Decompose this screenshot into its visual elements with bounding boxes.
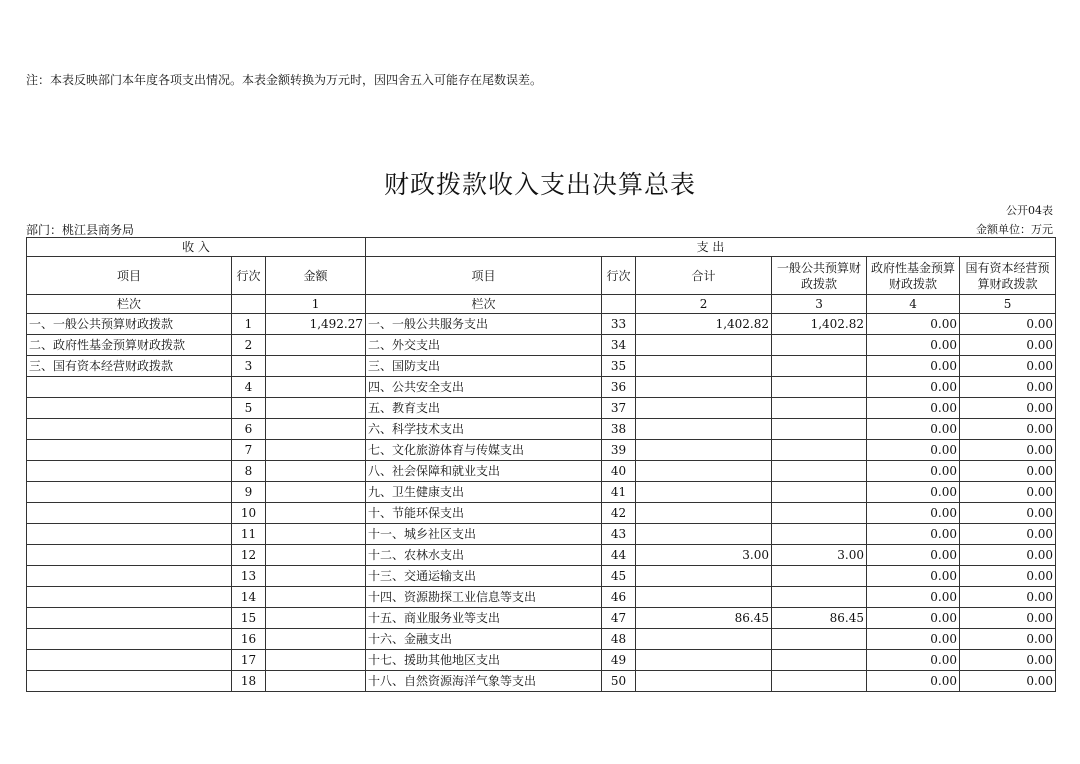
gov-fund-header: 政府性基金预算财政拨款 [867, 257, 960, 295]
general-budget-header: 一般公共预算财政拨款 [772, 257, 867, 295]
expense-item-cell: 二、外交支出 [366, 335, 602, 356]
table-row [27, 335, 1056, 356]
expense-column-no [602, 295, 636, 314]
expense-item-cell: 十五、商业服务业等支出 [366, 608, 602, 629]
table-row [27, 608, 1056, 629]
expense-section-header: 支 出 [366, 238, 1056, 257]
expense-item-cell: 八、社会保障和就业支出 [366, 461, 602, 482]
income-row-no-cell: 15 [232, 608, 266, 629]
general-budget-cell [772, 356, 867, 377]
gov-fund-cell: 0.00 [867, 524, 960, 545]
income-amount-cell [266, 524, 366, 545]
income-row-no-cell: 4 [232, 377, 266, 398]
table-row [27, 524, 1056, 545]
income-amount-cell [266, 419, 366, 440]
expense-item-cell: 十三、交通运输支出 [366, 566, 602, 587]
income-item-cell [27, 608, 232, 629]
expense-row-no-cell: 43 [602, 524, 636, 545]
amount-column-no: 1 [266, 295, 366, 314]
income-amount-cell [266, 440, 366, 461]
expense-column-label: 栏次 [366, 295, 602, 314]
general-budget-cell [772, 377, 867, 398]
income-item-cell [27, 482, 232, 503]
income-item-cell [27, 398, 232, 419]
expense-row-no-cell: 39 [602, 440, 636, 461]
expense-item-cell: 十、节能环保支出 [366, 503, 602, 524]
column-header-row [27, 257, 1056, 295]
gov-fund-column-no: 4 [867, 295, 960, 314]
total-cell [636, 629, 772, 650]
general-budget-cell [772, 419, 867, 440]
income-row-no-cell: 6 [232, 419, 266, 440]
state-capital-cell: 0.00 [960, 398, 1056, 419]
gov-fund-cell: 0.00 [867, 419, 960, 440]
amount-unit-label: 金额单位：万元 [976, 223, 1053, 236]
expense-item-cell: 七、文化旅游体育与传媒支出 [366, 440, 602, 461]
general-budget-cell: 1,402.82 [772, 314, 867, 335]
income-row-no-cell: 5 [232, 398, 266, 419]
fiscal-appropriation-table [26, 237, 1056, 692]
income-row-no-cell: 1 [232, 314, 266, 335]
state-capital-cell: 0.00 [960, 671, 1056, 692]
state-capital-cell: 0.00 [960, 650, 1056, 671]
expense-item-cell: 一、一般公共服务支出 [366, 314, 602, 335]
expense-item-cell: 五、教育支出 [366, 398, 602, 419]
income-row-no-cell: 8 [232, 461, 266, 482]
general-budget-cell [772, 650, 867, 671]
income-row-no-cell: 11 [232, 524, 266, 545]
gov-fund-cell: 0.00 [867, 482, 960, 503]
total-cell [636, 377, 772, 398]
expense-row-no-cell: 35 [602, 356, 636, 377]
income-row-no-cell: 16 [232, 629, 266, 650]
income-item-header: 项目 [27, 257, 232, 295]
income-amount-cell [266, 587, 366, 608]
state-capital-cell: 0.00 [960, 377, 1056, 398]
income-amount-cell [266, 398, 366, 419]
income-amount-cell [266, 608, 366, 629]
total-cell [636, 566, 772, 587]
expense-row-no-cell: 36 [602, 377, 636, 398]
table-row [27, 377, 1056, 398]
general-budget-cell [772, 461, 867, 482]
expense-item-cell: 十六、金融支出 [366, 629, 602, 650]
general-budget-cell [772, 398, 867, 419]
table-row [27, 671, 1056, 692]
income-item-cell [27, 419, 232, 440]
table-row [27, 440, 1056, 461]
page-title: 财政拨款收入支出决算总表 [383, 170, 696, 199]
income-item-cell [27, 503, 232, 524]
total-cell [636, 524, 772, 545]
expense-item-header: 项目 [366, 257, 602, 295]
form-number: 公开04表 [1006, 204, 1053, 217]
income-item-cell: 一、一般公共预算财政拨款 [27, 314, 232, 335]
state-capital-cell: 0.00 [960, 335, 1056, 356]
income-amount-cell [266, 482, 366, 503]
gov-fund-cell: 0.00 [867, 335, 960, 356]
income-amount-cell [266, 671, 366, 692]
table-row [27, 398, 1056, 419]
state-capital-cell: 0.00 [960, 482, 1056, 503]
state-capital-cell: 0.00 [960, 587, 1056, 608]
expense-item-cell: 十四、资源勘探工业信息等支出 [366, 587, 602, 608]
expense-row-no-cell: 40 [602, 461, 636, 482]
expense-row-no-cell: 45 [602, 566, 636, 587]
income-row-no-cell: 7 [232, 440, 266, 461]
income-amount-cell [266, 629, 366, 650]
income-section-header: 收 入 [27, 238, 366, 257]
income-row-no-cell: 10 [232, 503, 266, 524]
state-capital-header: 国有资本经营预算财政拨款 [960, 257, 1056, 295]
general-budget-cell [772, 335, 867, 356]
total-cell [636, 335, 772, 356]
gov-fund-cell: 0.00 [867, 314, 960, 335]
table-row [27, 482, 1056, 503]
gov-fund-cell: 0.00 [867, 461, 960, 482]
expense-row-no-cell: 42 [602, 503, 636, 524]
expense-row-no-cell: 46 [602, 587, 636, 608]
table-row [27, 587, 1056, 608]
gov-fund-cell: 0.00 [867, 503, 960, 524]
income-column-no [232, 295, 266, 314]
total-cell: 86.45 [636, 608, 772, 629]
expense-row-no-cell: 48 [602, 629, 636, 650]
income-item-cell [27, 461, 232, 482]
gov-fund-cell: 0.00 [867, 566, 960, 587]
income-item-cell [27, 377, 232, 398]
expense-item-cell: 三、国防支出 [366, 356, 602, 377]
table-row [27, 419, 1056, 440]
state-capital-cell: 0.00 [960, 566, 1056, 587]
general-budget-cell [772, 440, 867, 461]
total-cell [636, 440, 772, 461]
state-capital-cell: 0.00 [960, 524, 1056, 545]
income-row-no-cell: 13 [232, 566, 266, 587]
general-budget-cell [772, 671, 867, 692]
gov-fund-cell: 0.00 [867, 671, 960, 692]
state-capital-cell: 0.00 [960, 545, 1056, 566]
total-cell [636, 650, 772, 671]
general-budget-cell: 3.00 [772, 545, 867, 566]
total-cell [636, 398, 772, 419]
gov-fund-cell: 0.00 [867, 629, 960, 650]
gov-fund-cell: 0.00 [867, 608, 960, 629]
income-amount-cell [266, 356, 366, 377]
expense-row-no-cell: 34 [602, 335, 636, 356]
income-item-cell [27, 671, 232, 692]
table-row [27, 314, 1056, 335]
general-budget-cell: 86.45 [772, 608, 867, 629]
general-budget-cell [772, 629, 867, 650]
gov-fund-cell: 0.00 [867, 587, 960, 608]
income-row-no-cell: 12 [232, 545, 266, 566]
expense-item-cell: 十八、自然资源海洋气象等支出 [366, 671, 602, 692]
income-item-cell [27, 545, 232, 566]
total-cell [636, 461, 772, 482]
income-item-cell [27, 440, 232, 461]
income-amount-cell [266, 377, 366, 398]
table-row [27, 566, 1056, 587]
income-item-cell [27, 587, 232, 608]
income-item-cell [27, 650, 232, 671]
table-row [27, 461, 1056, 482]
gov-fund-cell: 0.00 [867, 545, 960, 566]
section-header-row [27, 238, 1056, 257]
expense-row-no-header: 行次 [602, 257, 636, 295]
total-cell [636, 671, 772, 692]
general-budget-column-no: 3 [772, 295, 867, 314]
state-capital-cell: 0.00 [960, 419, 1056, 440]
income-item-cell [27, 524, 232, 545]
gov-fund-cell: 0.00 [867, 356, 960, 377]
table-row [27, 629, 1056, 650]
expense-row-no-cell: 41 [602, 482, 636, 503]
general-budget-cell [772, 482, 867, 503]
expense-row-no-cell: 38 [602, 419, 636, 440]
income-amount-cell: 1,492.27 [266, 314, 366, 335]
expense-row-no-cell: 44 [602, 545, 636, 566]
income-amount-cell [266, 335, 366, 356]
total-cell: 3.00 [636, 545, 772, 566]
income-item-cell [27, 629, 232, 650]
table-note: 注：本表反映部门本年度各项支出情况。本表金额转换为万元时，因四舍五入可能存在尾数误差。 [26, 73, 543, 87]
total-cell [636, 482, 772, 503]
income-amount-cell [266, 461, 366, 482]
income-row-no-cell: 3 [232, 356, 266, 377]
expense-item-cell: 九、卫生健康支出 [366, 482, 602, 503]
general-budget-cell [772, 587, 867, 608]
state-capital-cell: 0.00 [960, 608, 1056, 629]
general-budget-cell [772, 524, 867, 545]
total-cell [636, 419, 772, 440]
gov-fund-cell: 0.00 [867, 650, 960, 671]
income-column-label: 栏次 [27, 295, 232, 314]
gov-fund-cell: 0.00 [867, 440, 960, 461]
state-capital-cell: 0.00 [960, 629, 1056, 650]
general-budget-cell [772, 566, 867, 587]
total-cell [636, 503, 772, 524]
income-item-cell: 二、政府性基金预算财政拨款 [27, 335, 232, 356]
table-row [27, 545, 1056, 566]
income-amount-header: 金额 [266, 257, 366, 295]
income-row-no-cell: 17 [232, 650, 266, 671]
general-budget-cell [772, 503, 867, 524]
income-row-no-cell: 18 [232, 671, 266, 692]
total-cell: 1,402.82 [636, 314, 772, 335]
table-row [27, 356, 1056, 377]
income-amount-cell [266, 503, 366, 524]
state-capital-cell: 0.00 [960, 503, 1056, 524]
income-amount-cell [266, 650, 366, 671]
expense-row-no-cell: 47 [602, 608, 636, 629]
income-row-no-cell: 9 [232, 482, 266, 503]
table-row [27, 503, 1056, 524]
income-item-cell [27, 566, 232, 587]
total-column-no: 2 [636, 295, 772, 314]
state-capital-cell: 0.00 [960, 356, 1056, 377]
expense-item-cell: 六、科学技术支出 [366, 419, 602, 440]
expense-item-cell: 十二、农林水支出 [366, 545, 602, 566]
expense-row-no-cell: 49 [602, 650, 636, 671]
income-row-no-header: 行次 [232, 257, 266, 295]
income-amount-cell [266, 545, 366, 566]
income-item-cell: 三、国有资本经营财政拨款 [27, 356, 232, 377]
expense-row-no-cell: 33 [602, 314, 636, 335]
state-capital-cell: 0.00 [960, 314, 1056, 335]
total-cell [636, 587, 772, 608]
expense-item-cell: 十七、援助其他地区支出 [366, 650, 602, 671]
total-cell [636, 356, 772, 377]
state-capital-cell: 0.00 [960, 440, 1056, 461]
expense-item-cell: 十一、城乡社区支出 [366, 524, 602, 545]
state-capital-cell: 0.00 [960, 461, 1056, 482]
total-header: 合计 [636, 257, 772, 295]
column-number-row [27, 295, 1056, 314]
expense-row-no-cell: 37 [602, 398, 636, 419]
expense-item-cell: 四、公共安全支出 [366, 377, 602, 398]
department-label: 部门：桃江县商务局 [26, 223, 135, 237]
income-amount-cell [266, 566, 366, 587]
table-row [27, 650, 1056, 671]
gov-fund-cell: 0.00 [867, 377, 960, 398]
gov-fund-cell: 0.00 [867, 398, 960, 419]
state-capital-column-no: 5 [960, 295, 1056, 314]
expense-row-no-cell: 50 [602, 671, 636, 692]
income-row-no-cell: 2 [232, 335, 266, 356]
income-row-no-cell: 14 [232, 587, 266, 608]
